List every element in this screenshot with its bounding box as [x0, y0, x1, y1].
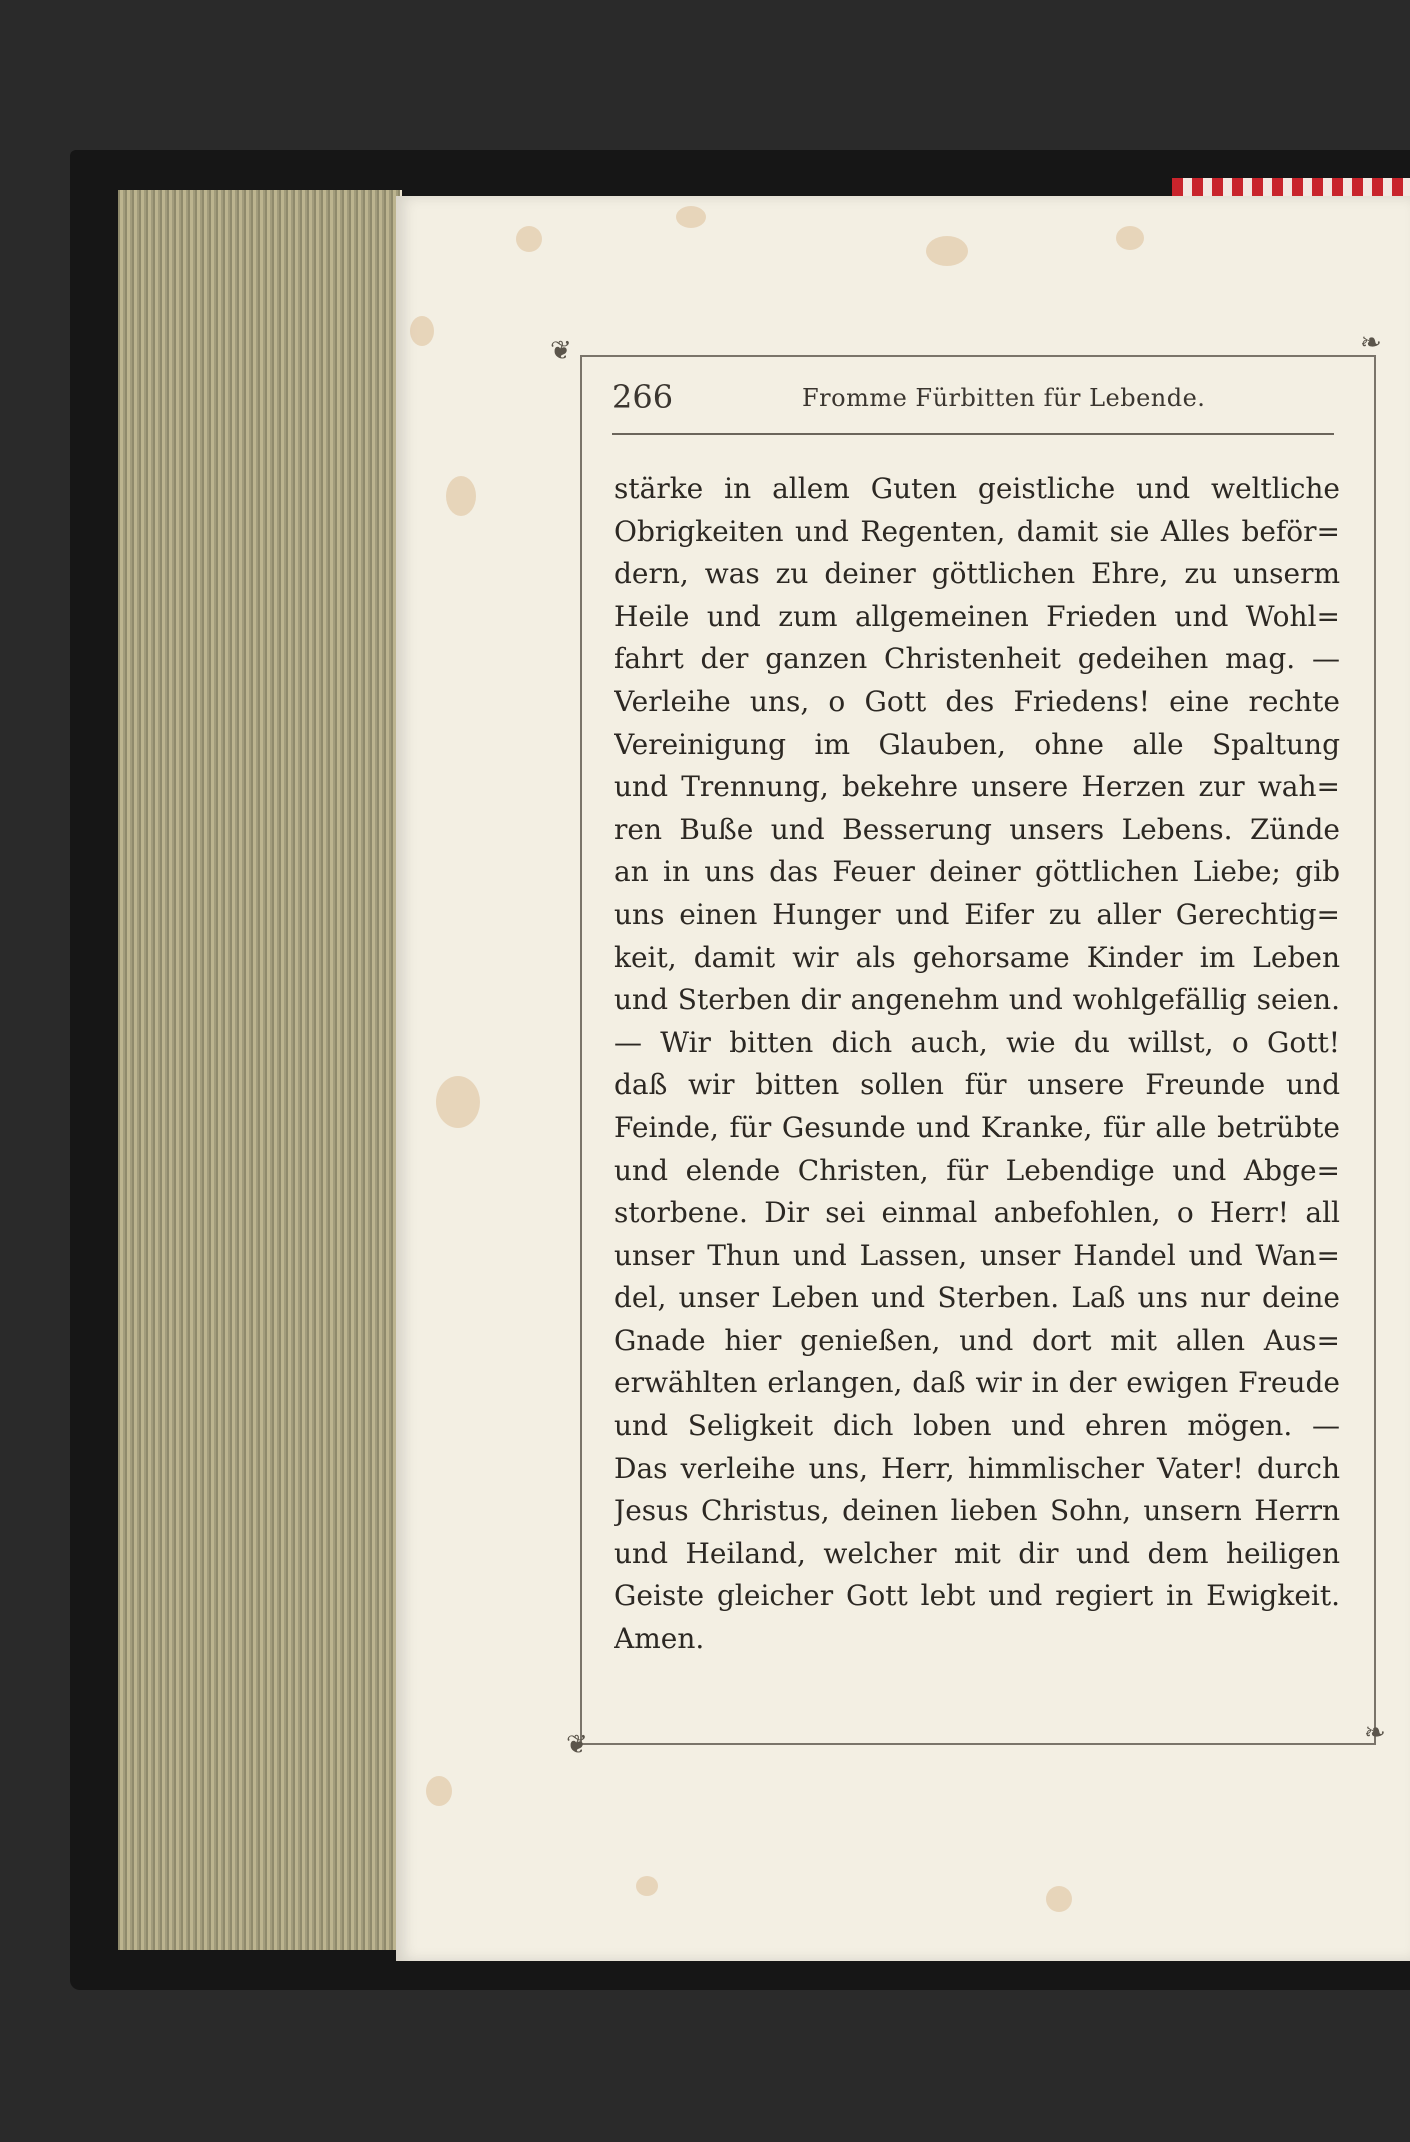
- foxing-spot: [446, 476, 476, 516]
- foxing-spot: [436, 1076, 480, 1128]
- corner-ornament-icon: ❧: [1364, 1718, 1386, 1748]
- text-line: Feinde, für Gesunde und Kranke, für alle betrübte: [614, 1110, 1340, 1144]
- text-line: Obrigkeiten und Regenten, damit sie Alles beför=: [614, 514, 1340, 548]
- text-line: und elende Christen, für Lebendige und Abge=: [614, 1153, 1340, 1187]
- header-rule: [612, 433, 1334, 435]
- text-line: uns einen Hunger und Eifer zu aller Gerechtig=: [614, 897, 1340, 931]
- foxing-spot: [1116, 226, 1144, 250]
- text-line: ren Buße und Besserung unsers Lebens. Zünde: [614, 812, 1340, 846]
- text-line: Heile und zum allgemeinen Frieden und Wohl=: [614, 599, 1340, 633]
- text-line: und Sterben dir angenehm und wohlgefällig seien.: [614, 983, 1340, 1017]
- page-number: 266: [612, 378, 674, 416]
- text-line: — Wir bitten dich auch, wie du willst, o Gott!: [614, 1025, 1340, 1059]
- foxing-spot: [410, 316, 434, 346]
- foxing-spot: [426, 1776, 452, 1806]
- text-line: unser Thun und Lassen, unser Handel und Wan=: [614, 1238, 1340, 1272]
- text-line: Jesus Christus, deinen lieben Sohn, unsern Herrn: [614, 1494, 1340, 1528]
- foxing-spot: [1046, 1886, 1072, 1912]
- text-line: und Trennung, bekehre unsere Herzen zur wah=: [614, 770, 1340, 804]
- foxing-spot: [676, 206, 706, 228]
- corner-ornament-icon: ❦: [550, 336, 572, 366]
- running-title: Fromme Fürbitten für Lebende.: [802, 384, 1206, 412]
- text-line: und Seligkeit dich loben und ehren mögen. —: [614, 1409, 1340, 1443]
- text-line: und Heiland, welcher mit dir und dem heiligen: [614, 1536, 1340, 1570]
- page-edges: [118, 190, 402, 1950]
- text-line: an in uns das Feuer deiner göttlichen Liebe; gib: [614, 855, 1340, 889]
- foxing-spot: [636, 1876, 658, 1896]
- corner-ornament-icon: ❧: [1360, 328, 1382, 358]
- foxing-spot: [926, 236, 968, 266]
- text-line: Gnade hier genießen, und dort mit allen Aus=: [614, 1323, 1340, 1357]
- text-line: stärke in allem Guten geistliche und weltliche: [614, 472, 1340, 505]
- text-line: daß wir bitten sollen für unsere Freunde und: [614, 1068, 1340, 1102]
- text-line: del, unser Leben und Sterben. Laß uns nur deine: [614, 1281, 1340, 1315]
- text-line: Das verleihe uns, Herr, himmlischer Vater! durch: [614, 1451, 1340, 1485]
- page-text: [614, 468, 1340, 1661]
- text-line: keit, damit wir als gehorsame Kinder im Leben: [614, 940, 1340, 974]
- text-line: storbene. Dir sei einmal anbefohlen, o Herr! all: [614, 1196, 1340, 1230]
- text-line: fahrt der ganzen Christenheit gedeihen mag. —: [614, 642, 1340, 676]
- corner-ornament-icon: ❦: [566, 1730, 588, 1760]
- text-line: erwählten erlangen, daß wir in der ewigen Freude: [614, 1366, 1340, 1400]
- text-line: Verleihe uns, o Gott des Friedens! eine rechte: [614, 684, 1340, 718]
- page-header: [612, 378, 1332, 422]
- text-line: dern, was zu deiner göttlichen Ehre, zu unserm: [614, 557, 1340, 591]
- text-line: Amen.: [614, 1622, 705, 1656]
- foxing-spot: [516, 226, 542, 252]
- text-line: Vereinigung im Glauben, ohne alle Spaltung: [614, 727, 1340, 761]
- text-line: Geiste gleicher Gott lebt und regiert in Ewigkeit.: [614, 1579, 1340, 1613]
